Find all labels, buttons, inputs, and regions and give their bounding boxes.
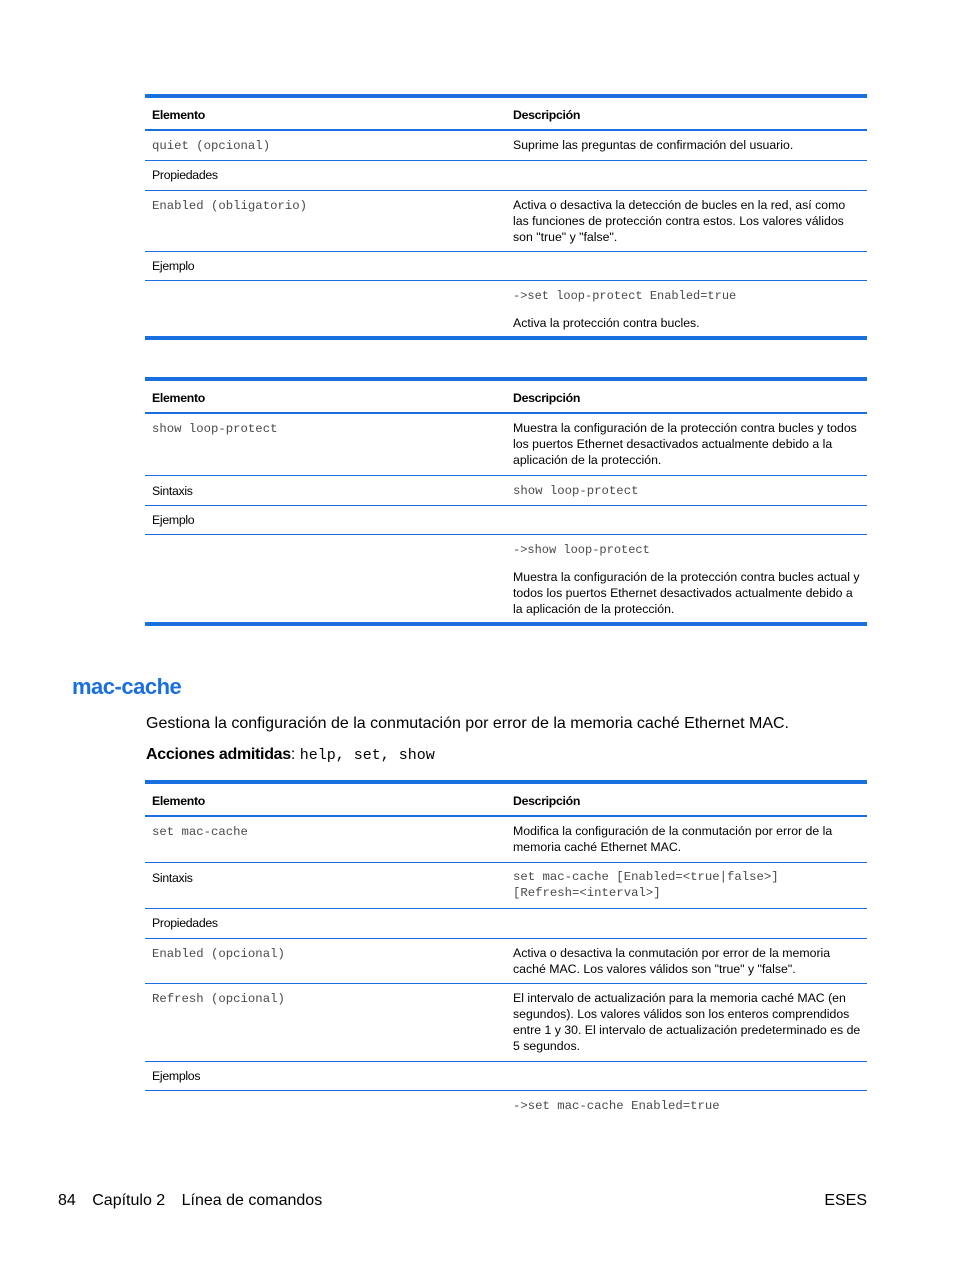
table-row (145, 505, 867, 534)
section-label: Propiedades (145, 908, 506, 938)
empty-cell (506, 160, 867, 190)
section-label: Ejemplo (145, 505, 506, 534)
table-header-row (145, 782, 867, 816)
table-row (145, 862, 867, 908)
table-row (145, 1061, 867, 1090)
syntax-line: set mac-cache [Enabled=<true|false>] (513, 869, 779, 884)
table-row (145, 130, 867, 160)
table-row (145, 908, 867, 938)
example-description: Muestra la configuración de la protección contra bucles actual y todos los puertos Ethernet desactivados actualmente debido a la aplicación de la protección. (513, 569, 860, 616)
description-cell: Activa o desactiva la detección de bucles en la red, así como las funciones de protección contra estos. Los valores válidos son "true" y "false". (506, 190, 867, 251)
column-header-description: Descripción (506, 782, 867, 816)
table-row (145, 938, 867, 983)
description-cell: Activa o desactiva la conmutación por error de la memoria caché MAC. Los valores válidos son "true" y "false". (506, 938, 867, 983)
table-header-row (145, 379, 867, 413)
empty-cell (506, 251, 867, 280)
description-cell: Muestra la configuración de la protección contra bucles y todos los puertos Ethernet desactivados actualmente debido a la aplicación de la protección. (506, 413, 867, 475)
description-cell: El intervalo de actualización para la memoria caché MAC (en segundos). Los valores válidos son los enteros comprendidos entre 1 y 30. El intervalo de actualización predeterminado es de 5 segundos. (506, 983, 867, 1061)
language-code: ESES (824, 1192, 867, 1209)
section-label: Ejemplos (145, 1061, 506, 1090)
element-cell: Enabled (obligatorio) (145, 190, 506, 251)
example-description: Activa la protección contra bucles. (513, 315, 700, 330)
table-row (145, 190, 867, 251)
section-label: Sintaxis (145, 862, 506, 908)
empty-cell (506, 908, 867, 938)
table-row (145, 1090, 867, 1120)
supported-actions (146, 746, 435, 764)
syntax-cell: show loop-protect (506, 475, 867, 505)
table-row (145, 160, 867, 190)
example-command: ->set loop-protect Enabled=true (513, 288, 737, 303)
table-row (145, 413, 867, 475)
empty-cell (506, 1061, 867, 1090)
section-intro: Gestiona la configuración de la conmutación por error de la memoria caché Ethernet MAC. (146, 715, 789, 732)
empty-cell (506, 505, 867, 534)
section-label: Sintaxis (145, 475, 506, 505)
table-row (145, 251, 867, 280)
description-cell: Suprime las preguntas de confirmación del usuario. (506, 130, 867, 160)
example-command: ->show loop-protect (513, 542, 650, 557)
actions-label: Acciones admitidas (146, 746, 291, 763)
actions-separator: : (290, 746, 296, 763)
properties-table-show-loop-protect (145, 377, 867, 626)
element-cell: set mac-cache (145, 816, 506, 862)
column-header-description: Descripción (506, 96, 867, 130)
table-row (145, 280, 867, 338)
table-row (145, 816, 867, 862)
column-header-element: Elemento (145, 96, 506, 130)
table-row (145, 475, 867, 505)
column-header-element: Elemento (145, 379, 506, 413)
table-header-row (145, 96, 867, 130)
chapter-label: Capítulo 2 (92, 1192, 166, 1209)
section-label: Ejemplo (145, 251, 506, 280)
element-cell: Refresh (opcional) (145, 983, 506, 1061)
empty-cell (145, 280, 506, 338)
element-cell: show loop-protect (145, 413, 506, 475)
element-cell: quiet (opcional) (145, 130, 506, 160)
table-row (145, 534, 867, 624)
column-header-element: Elemento (145, 782, 506, 816)
empty-cell (145, 1090, 506, 1120)
description-cell: Modifica la configuración de la conmutación por error de la memoria caché Ethernet MAC. (506, 816, 867, 862)
actions-values: help, set, show (299, 747, 435, 764)
element-cell: Enabled (opcional) (145, 938, 506, 983)
example-command: ->set mac-cache Enabled=true (513, 1098, 720, 1113)
syntax-line: [Refresh=<interval>] (513, 885, 661, 900)
page-footer (58, 1192, 334, 1210)
chapter-title: Línea de comandos (181, 1192, 323, 1209)
empty-cell (145, 534, 506, 624)
properties-table-mac-cache (145, 780, 867, 1120)
table-row (145, 983, 867, 1061)
properties-table-loop-protect-set (145, 94, 867, 340)
section-heading: mac-cache (72, 674, 182, 699)
column-header-description: Descripción (506, 379, 867, 413)
page-number: 84 (58, 1192, 76, 1209)
section-label: Propiedades (145, 160, 506, 190)
